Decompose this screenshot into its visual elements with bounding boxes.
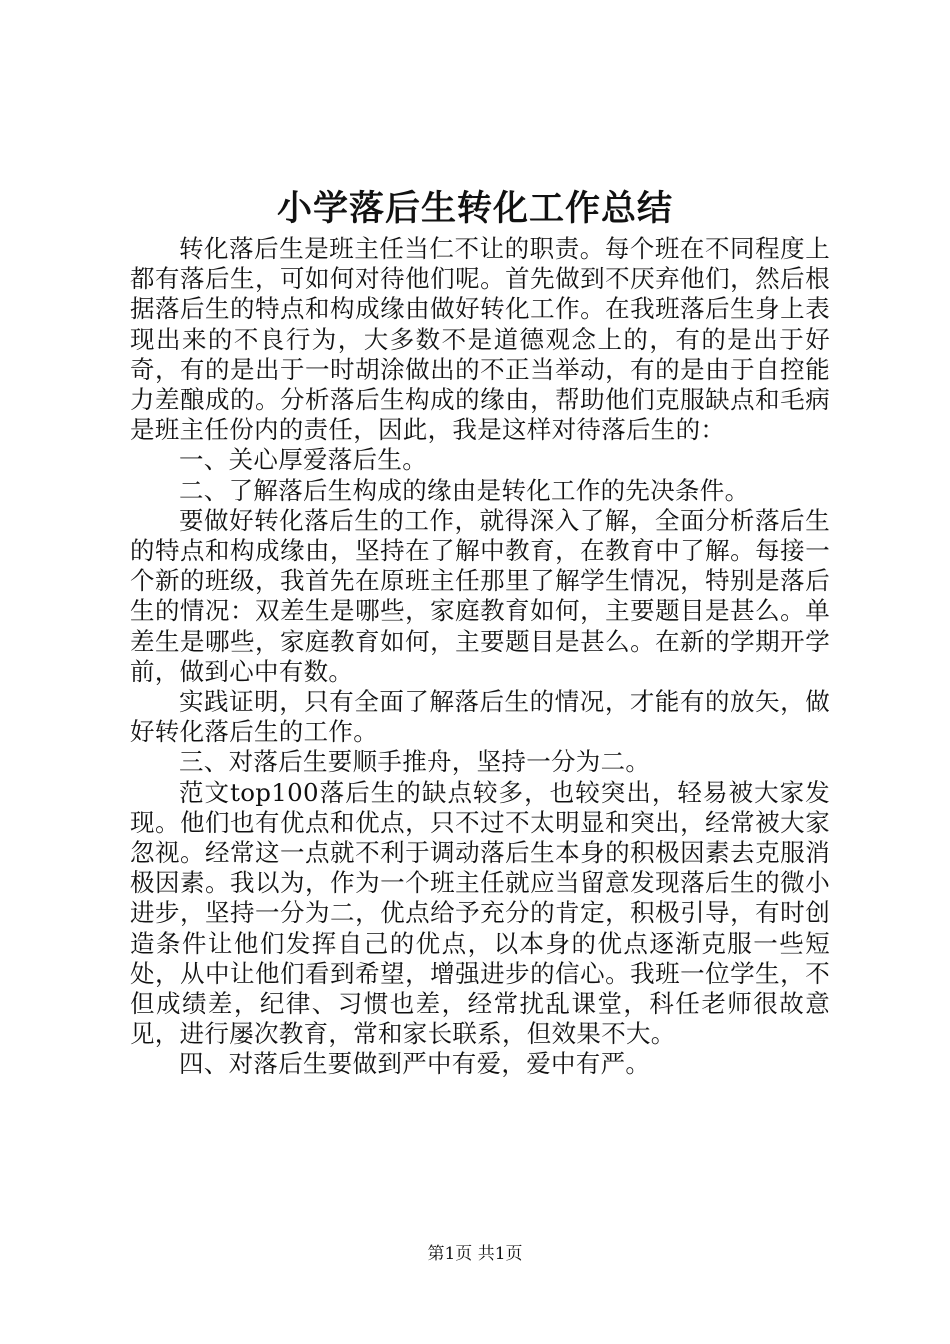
paragraph-section-2-body: 要做好转化落后生的工作，就得深入了解，全面分析落后生的特点和构成缘由，坚持在了解中教育，在教育中了解。每接一个新的班级，我首先在原班主任那里了解学生情况，特别是落后生的情况：双差生是哪些，家庭教育如何，主要题目是甚么。单差生是哪些，家庭教育如何，主要题目是甚么。在新的学期开学前，做到心中有数。 [130, 505, 830, 686]
page-number-footer: 第1页 共1页 [427, 1244, 523, 1264]
document-body [130, 234, 830, 1080]
paragraph-section-3-body: 范文top100落后生的缺点较多，也较突出，轻易被大家发现。他们也有优点和优点，只不过不太明显和突出，经常被大家忽视。经常这一点就不利于调动落后生本身的积极因素去克服消极因素。我以为，作为一个班主任就应当留意发现落后生的微小进步，坚持一分为二，优点给予充分的肯定，积极引导，有时创造条件让他们发挥自己的优点，以本身的优点逐渐克服一些短处，从中让他们看到希望，增强进步的信心。我班一位学生，不但成绩差，纪律、习惯也差，经常扰乱课堂，科任老师很故意见，进行屡次教育，常和家长联系，但效果不大。 [130, 777, 830, 1049]
document-title: 小学落后生转化工作总结 [276, 188, 673, 229]
paragraph-section-2-conclusion: 实践证明，只有全面了解落后生的情况，才能有的放矢，做好转化落后生的工作。 [130, 687, 830, 747]
heading-section-2: 二、了解落后生构成的缘由是转化工作的先决条件。 [179, 475, 750, 505]
heading-section-4: 四、对落后生要做到严中有爱，爱中有严。 [179, 1049, 651, 1079]
paragraph-intro: 转化落后生是班主任当仁不让的职责。每个班在不同程度上都有落后生，可如何对待他们呢。首先做到不厌弃他们，然后根据落后生的特点和构成缘由做好转化工作。在我班落后生身上表现出来的不良行为，大多数不是道德观念上的，有的是出于好奇，有的是出于一时胡涂做出的不正当举动，有的是由于自控能力差酿成的。分析落后生构成的缘由，帮助他们克服缺点和毛病是班主任份内的责任，因此，我是这样对待落后生的： [130, 234, 830, 445]
heading-section-1: 一、关心厚爱落后生。 [179, 445, 427, 475]
heading-section-3: 三、对落后生要顺手推舟，坚持一分为二。 [179, 747, 651, 777]
